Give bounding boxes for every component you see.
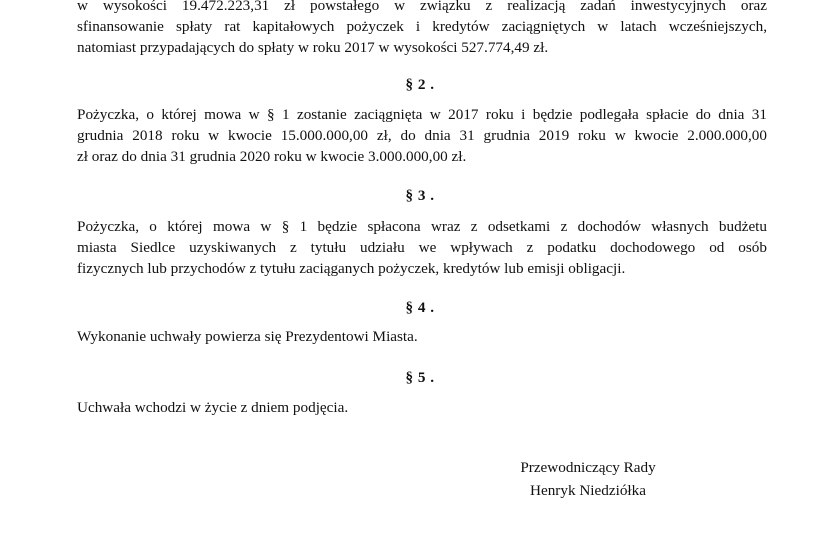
section-5-paragraph: [77, 397, 767, 418]
paragraph-line: Pożyczka, o której mowa w § 1 zostanie zaciągnięta w 2017 roku i będzie podlegała spłacie do dnia 31: [77, 106, 767, 123]
section-1-continuation: [77, 0, 767, 58]
paragraph-line: zł oraz do dnia 31 grudnia 2020 roku w kwocie 3.000.000,00 zł.: [77, 148, 467, 165]
section-3-paragraph: [77, 216, 767, 279]
paragraph-line: fizycznych lub przychodów z tytułu zaciąganych pożyczek, kredytów lub emisji obligacji.: [77, 260, 626, 277]
section-5-heading: § 5 .: [405, 369, 435, 386]
paragraph-line: Pożyczka, o której mowa w § 1 będzie spłacona wraz z odsetkami z dochodów własnych budżetu: [77, 218, 767, 235]
section-3-heading: § 3 .: [405, 187, 435, 204]
paragraph-line: grudnia 2018 roku w kwocie 15.000.000,00 zł, do dnia 31 grudnia 2019 roku w kwocie 2.000.000,00: [77, 127, 767, 144]
section-2-heading: § 2 .: [405, 76, 435, 93]
paragraph-line: w wysokości 19.472.223,31 zł powstałego w związku z realizacją zadań inwestycyjnych oraz: [77, 0, 767, 14]
section-4-heading: § 4 .: [405, 299, 435, 316]
paragraph-line: natomiast przypadających do spłaty w roku 2017 w wysokości 527.774,49 zł.: [77, 39, 549, 56]
signature-title: Przewodniczący Rady: [520, 459, 656, 476]
section-2-paragraph: [77, 104, 767, 167]
signature-block: [498, 456, 678, 502]
signature-name: Henryk Niedziółka: [530, 482, 646, 499]
paragraph-line: Wykonanie uchwały powierza się Prezydentowi Miasta.: [77, 328, 418, 345]
paragraph-line: sfinansowanie spłaty rat kapitałowych pożyczek i kredytów zaciągniętych w latach wcześniejszych,: [77, 18, 767, 35]
paragraph-line: miasta Siedlce uzyskiwanych z tytułu udziału we wpływach z podatku dochodowego od osób: [77, 239, 767, 256]
paragraph-line: Uchwała wchodzi w życie z dniem podjęcia.: [77, 399, 349, 416]
section-4-paragraph: [77, 326, 767, 347]
